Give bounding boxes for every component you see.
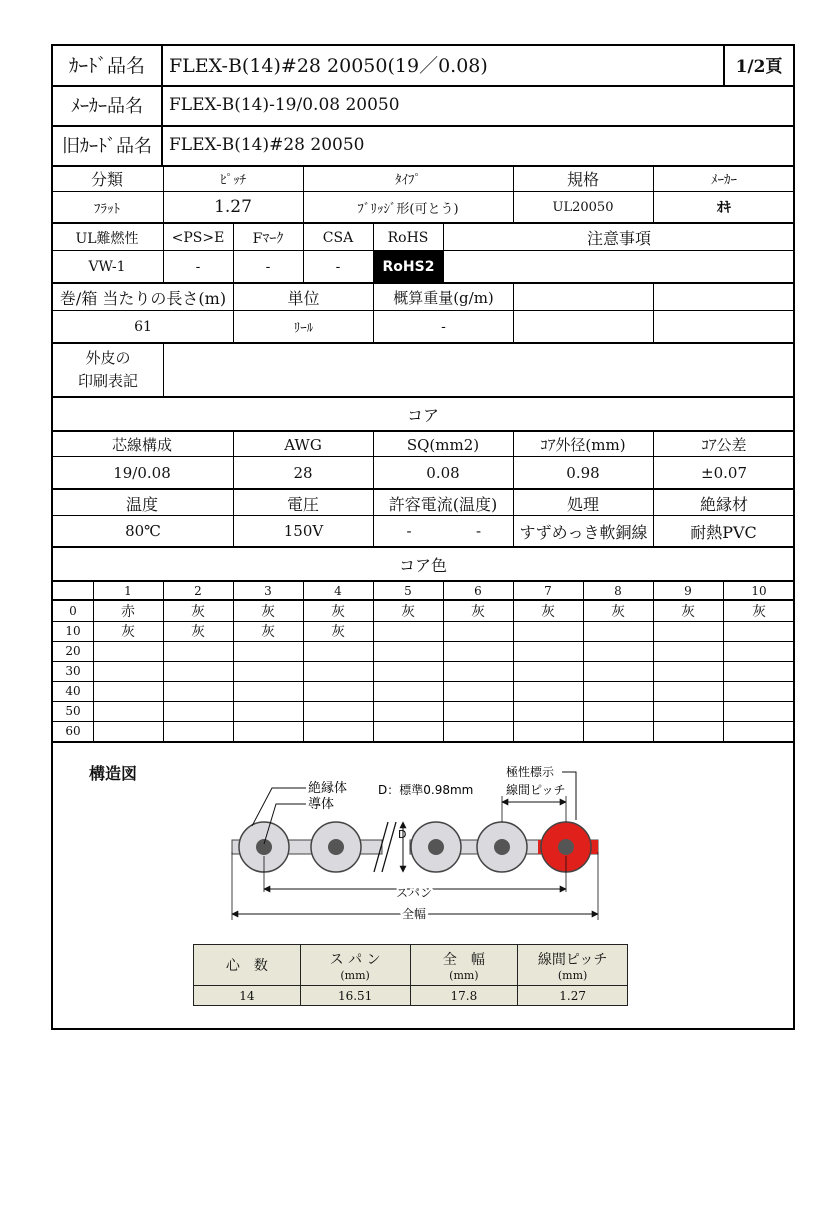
core-color-cell [724, 701, 794, 721]
value-unit: ﾘｰﾙ [293, 321, 314, 336]
core-color-cell [374, 701, 442, 721]
core-color-cell [514, 661, 582, 681]
color-col-2: 2 [194, 583, 202, 598]
color-row-label: 40 [65, 684, 81, 698]
dimension-value: 17.8 [410, 986, 518, 1006]
core-color-cell [94, 661, 162, 681]
core-color-cell [164, 721, 232, 741]
core-color-cell: 灰 [191, 604, 205, 620]
core-color-cell [654, 681, 722, 701]
header-rohs: RoHS [387, 229, 429, 246]
value-length-per-reel: 61 [134, 318, 152, 335]
value-composition: 19/0.08 [113, 463, 171, 482]
value-class: ﾌﾗｯﾄ [94, 201, 120, 217]
core-color-cell [514, 701, 582, 721]
core-color-cell [444, 681, 512, 701]
header-current: 許容電流(温度) [388, 494, 498, 514]
color-col-5: 5 [404, 583, 412, 598]
polarity-label: 極性標示 [506, 765, 555, 779]
dimension-header-unit: (mm) [449, 968, 479, 982]
core-color-cell [234, 721, 302, 741]
core-color-cell [164, 641, 232, 661]
color-row-label: 60 [65, 724, 81, 738]
old-card-name-label: 旧ｶｰﾄﾞ品名 [62, 136, 152, 157]
header-length-per-reel: 巻/箱 当たりの長さ(m) [59, 289, 227, 308]
core-color-cell [584, 661, 652, 681]
core-color-cell [94, 641, 162, 661]
core-color-cell [164, 701, 232, 721]
rohs-badge: RoHS2 [374, 251, 443, 282]
value-current-a: - [406, 522, 412, 540]
pitch-label: 線間ピッチ [506, 783, 566, 797]
cable-cross-section-diagram [210, 760, 620, 930]
header-ul-flame: UL難燃性 [75, 230, 139, 247]
width-label: 全幅 [402, 907, 427, 921]
header-standard: 規格 [566, 170, 599, 189]
dimension-value: 14 [194, 986, 301, 1006]
core-color-cell: 灰 [331, 604, 345, 620]
color-col-4: 4 [334, 583, 342, 598]
value-current-b: - [475, 522, 482, 540]
grid-line [163, 344, 164, 396]
header-insulation: 絶縁材 [699, 494, 748, 514]
core-color-cell [724, 721, 794, 741]
value-voltage: 150V [283, 522, 324, 540]
dimension-value: 1.27 [518, 986, 628, 1006]
core-color-cell [164, 681, 232, 701]
dimension-value: 16.51 [300, 986, 410, 1006]
structure-diagram-title: 構造図 [88, 763, 137, 783]
color-col-8: 8 [614, 583, 622, 598]
core-color-cell [304, 641, 372, 661]
dimension-header-label: 線間ピッチ [537, 951, 608, 968]
header-voltage: 電圧 [286, 494, 319, 514]
core-color-cell [654, 641, 722, 661]
value-type: ﾌﾞﾘｯｼﾞ形(可とう) [357, 201, 459, 217]
value-sq: 0.08 [426, 463, 460, 482]
core-color-cell [514, 721, 582, 741]
core-color-cell [304, 661, 372, 681]
dimension-header [194, 945, 301, 986]
core-color-cell [234, 701, 302, 721]
header-maker: ﾒｰｶｰ [711, 173, 737, 188]
insulator-leader [252, 788, 306, 826]
value-pitch: 1.27 [214, 197, 252, 217]
maker-name-label: ﾒｰｶｰ品名 [71, 96, 143, 117]
core-color-cell [724, 641, 794, 661]
core-color-cell [444, 701, 512, 721]
core-color-cell [234, 681, 302, 701]
conductor-label: 導体 [308, 797, 335, 812]
core-color-cell [584, 721, 652, 741]
value-pse: - [195, 258, 201, 275]
span-label: スパン [396, 886, 433, 900]
header-csa: CSA [322, 229, 354, 246]
color-col-6: 6 [474, 583, 482, 598]
core-color-cell [654, 701, 722, 721]
core-color-cell [374, 641, 442, 661]
maker-name-value: FLEX-B(14)-19/0.08 20050 [169, 95, 400, 115]
header-sq: SQ(mm2) [406, 435, 480, 454]
color-row-label: 30 [65, 664, 81, 678]
core-color-cell [304, 721, 372, 741]
core-color-cell [444, 621, 512, 641]
core-color-cell [724, 621, 794, 641]
grid-line [51, 488, 795, 490]
value-ul-flame: VW-1 [88, 258, 126, 275]
header-core-od: ｺｱ外径(mm) [540, 436, 626, 454]
old-card-name-value: FLEX-B(14)#28 20050 [169, 135, 365, 155]
core-2 [311, 822, 361, 872]
value-awg: 28 [293, 463, 313, 482]
dimension-header-unit: (mm) [340, 968, 370, 982]
header-weight: 概算重量(g/m) [393, 289, 494, 307]
color-row-label: 20 [65, 644, 81, 658]
color-row-label: 0 [69, 604, 77, 618]
core-color-cell [374, 661, 442, 681]
core-color-cell [654, 661, 722, 681]
core-n-2 [411, 822, 461, 872]
core-color-cell: 灰 [611, 604, 625, 620]
header-print-notation: 外皮の 印刷表記 [77, 348, 138, 390]
core-color-cell: 灰 [752, 604, 766, 620]
dimension-table [193, 944, 628, 1006]
core-color-cell [584, 681, 652, 701]
card-name-value: FLEX-B(14)#28 20050(19／0.08) [169, 55, 488, 77]
value-core-tolerance: ±0.07 [701, 463, 747, 482]
core-title: コア [406, 405, 439, 425]
header-pse: <PS>E [171, 229, 225, 246]
dimension-header [518, 945, 628, 986]
core-color-cell [514, 681, 582, 701]
dimension-header-row [194, 945, 628, 986]
header-type: ﾀｲﾌﾟ [395, 173, 421, 188]
header-pitch: ﾋﾟｯﾁ [220, 173, 246, 188]
core-color-title: コア色 [398, 555, 447, 575]
core-color-cell: 灰 [191, 624, 205, 640]
dimension-header-unit: (mm) [557, 968, 588, 982]
grid-line [51, 741, 795, 743]
core-color-cell [584, 621, 652, 641]
header-treatment: 処理 [566, 494, 599, 514]
core-color-cell: 灰 [121, 624, 135, 640]
core-color-cell [444, 721, 512, 741]
core-color-cell [94, 721, 162, 741]
color-col-7: 7 [544, 583, 552, 598]
header-temperature: 温度 [125, 494, 158, 514]
core-color-cell [234, 641, 302, 661]
color-col-1: 1 [124, 583, 132, 598]
dimension-header [300, 945, 410, 986]
core-color-cell [374, 721, 442, 741]
core-color-cell [304, 701, 372, 721]
header-awg: AWG [284, 435, 322, 454]
core-color-cell [514, 621, 582, 641]
border-bottom [51, 1028, 795, 1030]
core-color-cell: 灰 [471, 604, 485, 620]
color-col-10: 10 [751, 583, 767, 598]
core-color-cell: 灰 [331, 624, 345, 640]
value-csa: - [335, 258, 341, 275]
header-notes: 注意事項 [586, 229, 651, 248]
grid-line [51, 282, 795, 284]
core-color-cell [374, 621, 442, 641]
core-color-cell [724, 661, 794, 681]
grid-line [51, 430, 795, 432]
core-color-cell: 灰 [261, 604, 275, 620]
d-dimension-mark: D [398, 828, 407, 841]
core-color-cell [374, 681, 442, 701]
value-maker: ｵｷ [717, 200, 731, 216]
core-color-cell [164, 661, 232, 681]
core-color-cell [444, 641, 512, 661]
core-color-cell [724, 681, 794, 701]
dimension-header-label: 心 数 [225, 958, 268, 974]
header-core-tolerance: ｺｱ公差 [701, 436, 747, 454]
core-color-cell [584, 641, 652, 661]
color-row-label: 50 [65, 704, 81, 718]
dimension-header [410, 945, 518, 986]
core-color-cell: 灰 [261, 624, 275, 640]
core-color-cell [514, 641, 582, 661]
core-color-cell: 赤 [121, 604, 135, 620]
core-color-cell [444, 661, 512, 681]
core-color-cell [94, 681, 162, 701]
core-color-cell [234, 661, 302, 681]
core-color-cell: 灰 [541, 604, 555, 620]
value-standard: UL20050 [552, 199, 614, 215]
header-class: 分類 [90, 170, 123, 189]
d-standard-label: D：標準0.98mm [378, 783, 474, 797]
core-color-cell [584, 701, 652, 721]
core-color-cell: 灰 [401, 604, 415, 620]
card-name-label: ｶｰﾄﾞ品名 [68, 55, 145, 77]
core-color-cell [94, 701, 162, 721]
dimension-value-row [194, 986, 628, 1006]
value-temperature: 80℃ [125, 522, 161, 540]
header-unit: 単位 [287, 289, 320, 308]
color-col-9: 9 [684, 583, 692, 598]
dimension-header-label: 全 幅 [442, 951, 485, 968]
value-f-mark: - [265, 258, 271, 275]
value-insulation: 耐熱PVC [690, 522, 757, 542]
dimension-header-label: ス パ ン [329, 951, 381, 968]
value-weight: - [441, 318, 446, 335]
value-core-od: 0.98 [566, 463, 600, 482]
core-color-cell [654, 621, 722, 641]
core-color-cell: 灰 [681, 604, 695, 620]
core-color-cell [304, 681, 372, 701]
header-composition: 芯線構成 [111, 436, 172, 454]
color-col-3: 3 [264, 583, 272, 598]
value-treatment: すずめっき軟銅線 [519, 522, 648, 542]
color-row-label: 10 [65, 624, 81, 638]
header-f-mark: Fﾏｰｸ [252, 230, 284, 247]
core-color-cell [654, 721, 722, 741]
core-n-1 [477, 822, 527, 872]
grid-line [653, 284, 654, 342]
grid-line [513, 284, 514, 342]
page-indicator: 1/2頁 [735, 57, 783, 77]
insulator-label: 絶縁体 [308, 781, 348, 796]
